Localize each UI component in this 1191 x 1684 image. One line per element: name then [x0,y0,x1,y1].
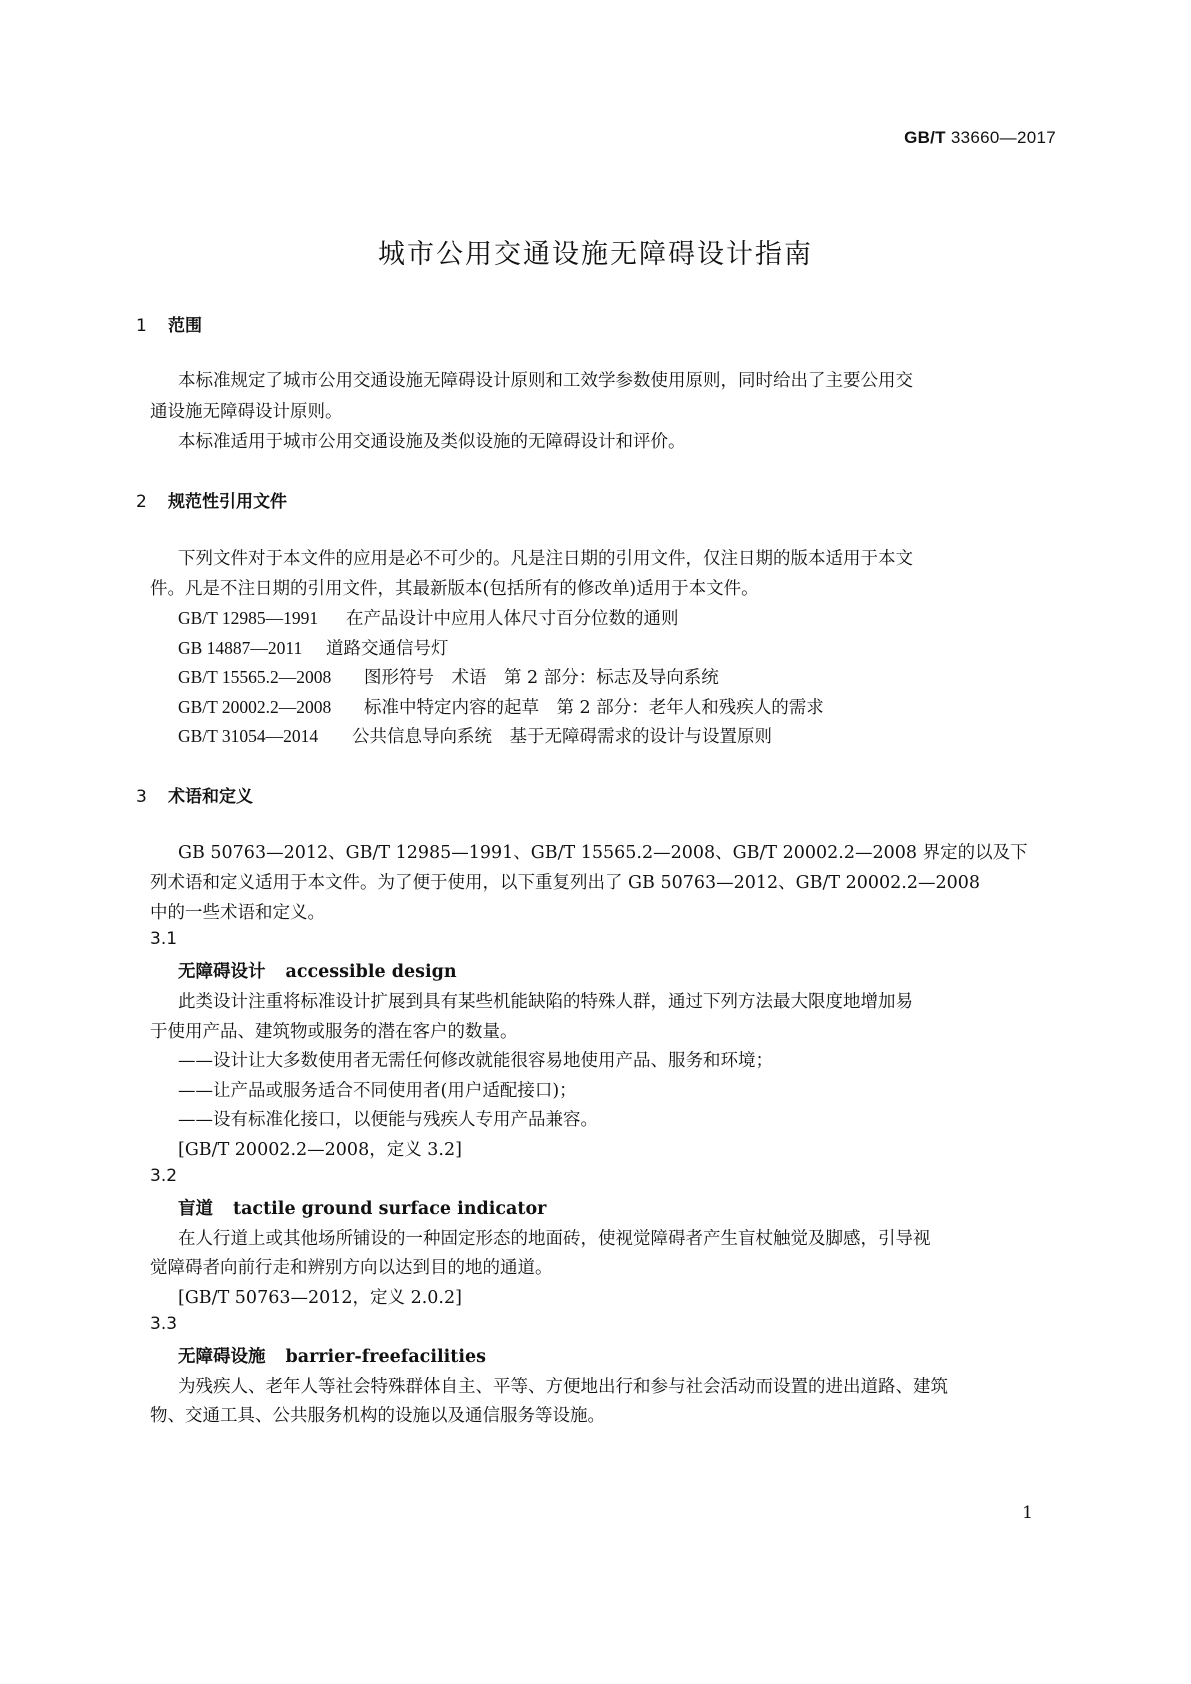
term-number: 3.2 [150,1166,178,1186]
term-heading [178,1195,546,1220]
term-english: tactile ground surface indicator [233,1199,547,1219]
section-1-heading [136,311,202,336]
reference-title: 道路交通信号灯 [326,639,449,659]
list-item: ——设有标准化接口，以便能与残疾人专用产品兼容。 [178,1110,598,1130]
reference-title: 公共信息导向系统 基于无障碍需求的设计与设置原则 [352,727,772,747]
paragraph-line: 件。凡是不注日期的引用文件，其最新版本(包括所有的修改单)适用于本文件。 [150,579,759,599]
paragraph-line: 中的一些术语和定义。 [150,903,325,923]
term-number: 3.3 [150,1314,178,1334]
reference-item [178,694,824,719]
section-number: 2 [136,492,147,512]
term-source: [GB/T 20002.2—2008，定义 3.2] [178,1140,462,1160]
term-heading [178,958,457,983]
paragraph-line: 列术语和定义适用于本文件。为了便于使用，以下重复列出了 GB 50763—2012、GB/T 20002.2—2008 [150,873,981,893]
reference-title: 在产品设计中应用人体尺寸百分位数的通则 [346,609,679,629]
list-item: ——设计让大多数使用者无需任何修改就能很容易地使用产品、服务和环境； [178,1051,773,1071]
definition-line: 在人行道上或其他场所铺设的一种固定形态的地面砖，使视觉障碍者产生盲杖触觉及脚感，引导视 [178,1229,931,1249]
term-number: 3.1 [150,929,178,949]
section-title: 术语和定义 [168,787,253,807]
paragraph-line: 下列文件对于本文件的应用是必不可少的。凡是注日期的引用文件，仅注日期的版本适用于本文 [178,549,913,569]
reference-code: GB/T 12985—1991 [178,608,319,628]
reference-item [178,605,679,630]
document-title: 城市公用交通设施无障碍设计指南 [378,239,813,270]
term-source: [GB/T 50763—2012，定义 2.0.2] [178,1288,462,1308]
definition-line: 此类设计注重将标准设计扩展到具有某些机能缺陷的特殊人群，通过下列方法最大限度地增加易 [178,992,913,1012]
reference-title: 标准中特定内容的起草 第 2 部分：老年人和残疾人的需求 [364,698,824,718]
reference-code: GB/T 31054—2014 [178,726,319,746]
term-chinese: 无障碍设计 [178,962,266,982]
paragraph-line: 本标准规定了城市公用交通设施无障碍设计原则和工效学参数使用原则，同时给出了主要公用交 [178,371,913,391]
term-english: barrier-freefacilities [285,1347,486,1367]
definition-line: 为残疾人、老年人等社会特殊群体自主、平等、方便地出行和参与社会活动而设置的进出道路、建筑 [178,1377,948,1397]
paragraph-line: 通设施无障碍设计原则。 [150,402,343,422]
definition-line: 于使用产品、建筑物或服务的潜在客户的数量。 [150,1022,518,1042]
reference-item [178,723,772,748]
reference-item [178,664,719,689]
paragraph-line: 本标准适用于城市公用交通设施及类似设施的无障碍设计和评价。 [178,432,686,452]
term-english: accessible design [285,962,457,982]
term-chinese: 无障碍设施 [178,1347,266,1367]
reference-code: GB 14887—2011 [178,638,303,658]
definition-line: 觉障碍者向前行走和辨别方向以达到目的地的通道。 [150,1258,553,1278]
standard-number: 33660—2017 [950,128,1056,147]
term-chinese: 盲道 [178,1199,213,1219]
reference-code: GB/T 15565.2—2008 [178,667,332,687]
reference-code: GB/T 20002.2—2008 [178,697,332,717]
section-title: 规范性引用文件 [168,492,287,512]
page-number: 1 [1022,1503,1033,1523]
reference-title: 图形符号 术语 第 2 部分：标志及导向系统 [364,668,719,688]
standard-prefix: GB/T [904,128,946,147]
paragraph-line: GB 50763—2012、GB/T 12985—1991、GB/T 15565.2—2008、GB/T 20002.2—2008 界定的以及下 [178,843,1028,863]
standard-code [904,128,1056,148]
list-item: ——让产品或服务适合不同使用者(用户适配接口)； [178,1081,577,1101]
section-3-heading [136,782,253,807]
definition-line: 物、交通工具、公共服务机构的设施以及通信服务等设施。 [150,1406,605,1426]
section-number: 1 [136,316,147,336]
section-number: 3 [136,787,147,807]
term-heading [178,1343,486,1368]
reference-item [178,635,449,660]
section-title: 范围 [168,316,202,336]
section-2-heading [136,487,287,512]
